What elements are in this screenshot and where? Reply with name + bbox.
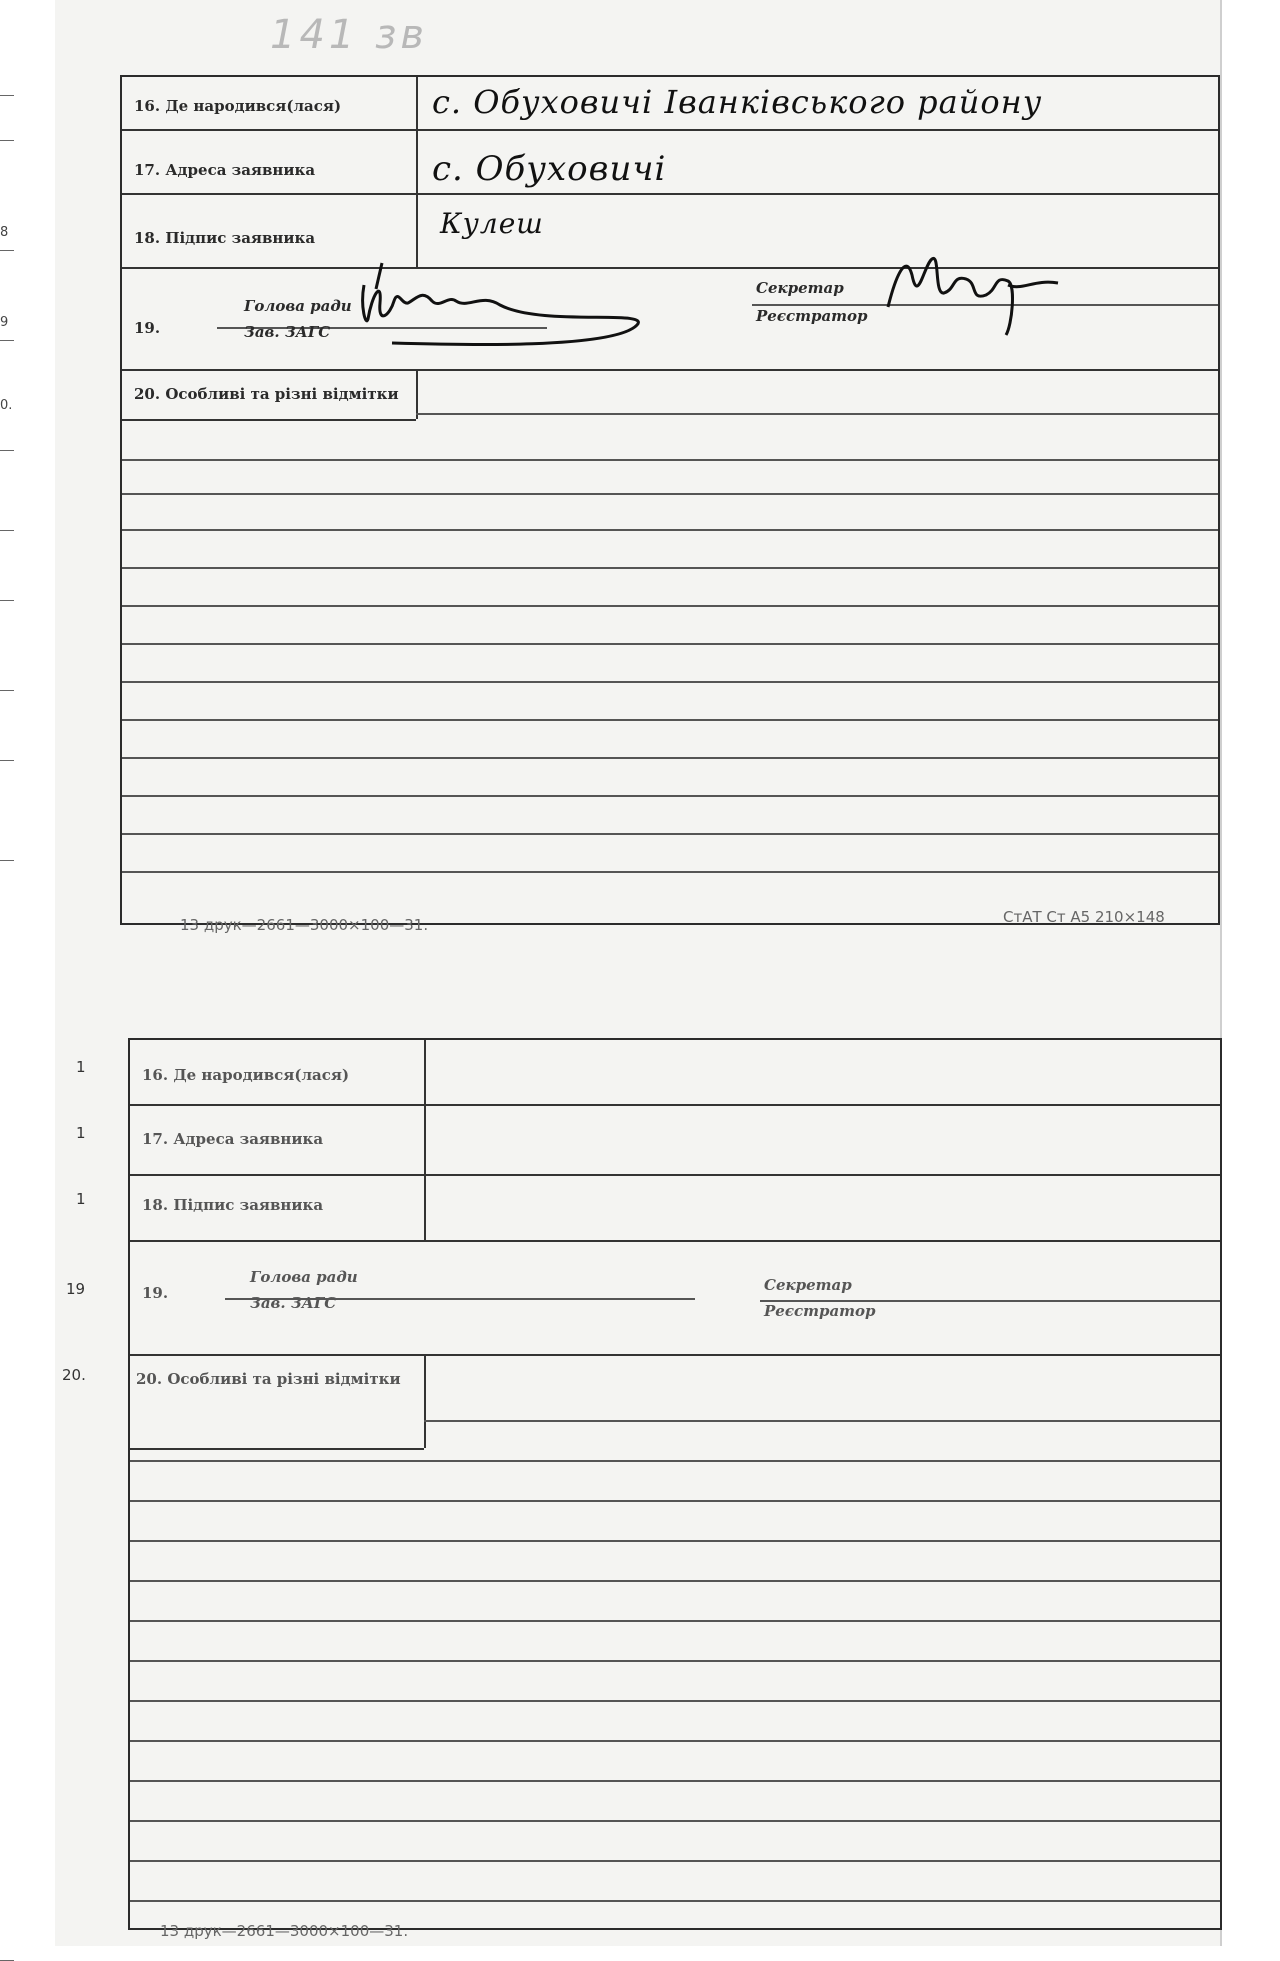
print-footer-right: СтАТ Ст А5 210×148	[1003, 908, 1165, 926]
secretary-label: Секретар	[764, 1276, 852, 1294]
registrar-label: Реєстратор	[764, 1302, 876, 1320]
head-of-registry-label: Зав. ЗАГС	[250, 1294, 337, 1312]
field-label-applicant-address: 17. Адреса заявника	[142, 1130, 324, 1148]
head-signature	[352, 245, 652, 355]
field-number-19: 19.	[134, 319, 161, 337]
margin-number: 19	[66, 1280, 86, 1298]
field-number-19: 19.	[142, 1284, 169, 1302]
margin-number: 1	[76, 1124, 86, 1142]
field-label-applicant-address: 17. Адреса заявника	[134, 161, 316, 179]
handwritten-applicant-signature: Кулеш	[440, 207, 544, 240]
head-of-registry-label: Зав. ЗАГС	[244, 323, 331, 341]
margin-number: 1	[76, 1190, 86, 1208]
registrar-label: Реєстратор	[756, 307, 868, 325]
head-of-council-label: Голова ради	[250, 1268, 358, 1286]
print-footer-left: 13 друк—2661—3000×100—31.	[180, 916, 429, 934]
secretary-label: Секретар	[756, 279, 844, 297]
page-edge-left	[0, 0, 55, 1946]
field-label-remarks: 20. Особливі та різні відмітки	[134, 385, 399, 403]
handwritten-birthplace: с. Обуховичі Іванківського району	[432, 83, 1043, 121]
edge-number: 0.	[0, 398, 13, 413]
field-label-birthplace: 16. Де народився(лася)	[142, 1066, 350, 1084]
secretary-signature	[882, 235, 1062, 345]
edge-number: 9	[0, 315, 9, 330]
head-of-council-label: Голова ради	[244, 297, 352, 315]
registration-form-top	[120, 75, 1220, 925]
edge-number: 8	[0, 225, 9, 240]
field-label-applicant-signature: 18. Підпис заявника	[134, 229, 316, 247]
print-footer-left: 13 друк—2661—3000×100—31.	[160, 1922, 409, 1940]
field-label-birthplace: 16. Де народився(лася)	[134, 97, 342, 115]
archive-page-mark: 141 зв	[270, 12, 428, 58]
field-label-remarks: 20. Особливі та різні відмітки	[136, 1370, 401, 1388]
handwritten-applicant-address: с. Обуховичі	[432, 149, 667, 189]
margin-number: 20.	[62, 1366, 86, 1384]
registration-form-bottom	[128, 1038, 1222, 1930]
field-label-applicant-signature: 18. Підпис заявника	[142, 1196, 324, 1214]
margin-number: 1	[76, 1058, 86, 1076]
